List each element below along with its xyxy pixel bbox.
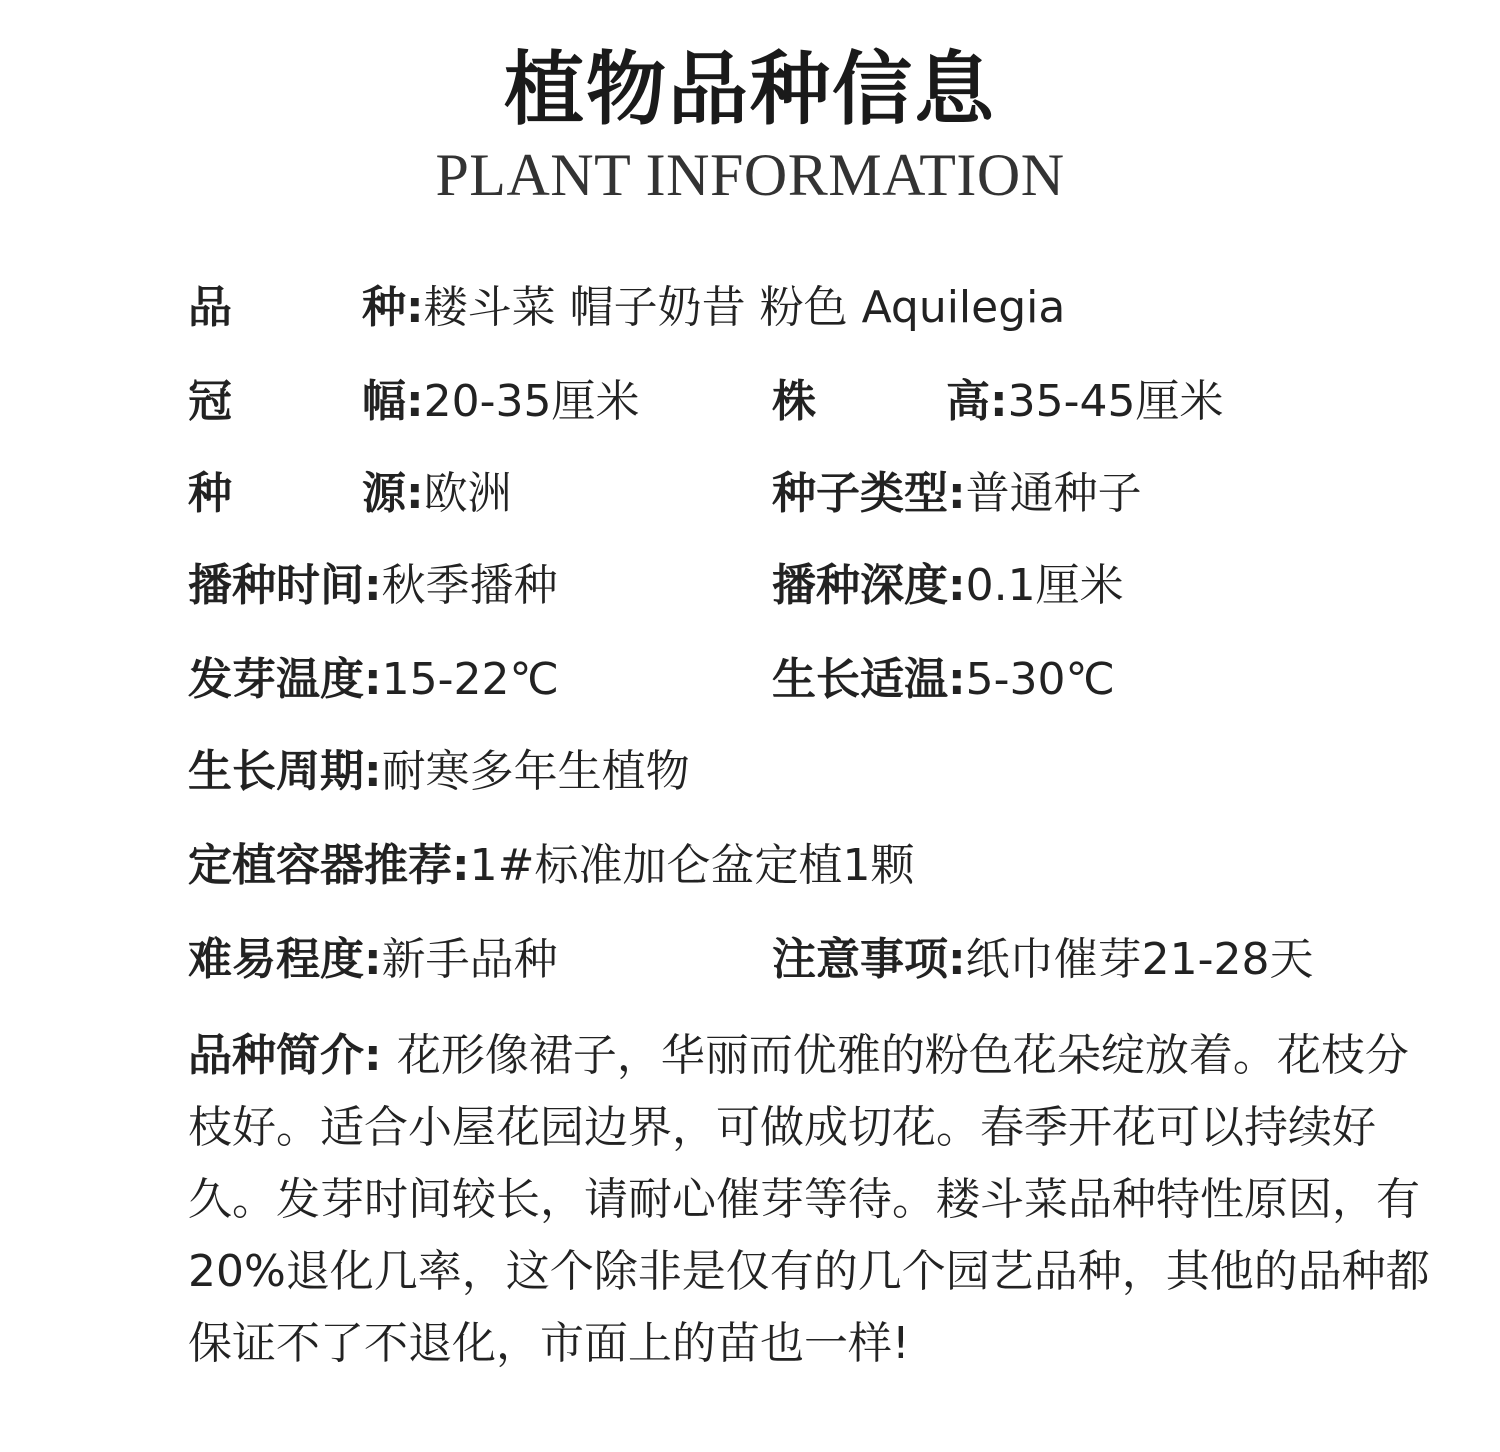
field-seed-type xyxy=(772,464,1142,524)
field-sow-time-colon: : xyxy=(364,560,382,611)
field-grow-temp-colon: : xyxy=(948,654,966,705)
field-notes-value: 纸巾催芽21-28天 xyxy=(965,934,1314,985)
field-height xyxy=(772,372,1223,432)
field-origin xyxy=(188,464,512,524)
field-difficulty xyxy=(188,930,558,990)
variety-intro-colon: : xyxy=(364,1030,397,1081)
field-crown-label: 冠 幅 xyxy=(188,376,406,427)
field-container-label: 定植容器推荐 xyxy=(188,840,452,891)
page-subtitle: PLANT INFORMATION xyxy=(435,142,1065,208)
field-notes-colon: : xyxy=(948,934,966,985)
field-cycle-colon: : xyxy=(364,746,382,797)
field-seed-type-value: 普通种子 xyxy=(965,468,1142,519)
field-grow-temp xyxy=(772,650,1115,710)
field-difficulty-label: 难易程度 xyxy=(188,934,364,985)
variety-intro-text: 花形像裙子，华丽而优雅的粉色花朵绽放着。花枝分枝好。适合小屋花园边界，可做成切花。春季开花可以持续好久。发芽时间较长，请耐心催芽等待。耧斗菜品种特性原因，有20%退化几率，这个除非是仅有的几个园艺品种，其他的品种都保证不了不退化，市面上的苗也一样! xyxy=(188,1030,1430,1369)
field-sow-depth-label: 播种深度 xyxy=(772,560,948,611)
field-germ-temp-value: 15-22℃ xyxy=(381,654,559,705)
variety-intro-label: 品种简介 xyxy=(188,1030,364,1081)
field-difficulty-value: 新手品种 xyxy=(381,934,558,985)
field-container-value: 1#标准加仑盆定植1颗 xyxy=(469,840,915,891)
field-sow-time-value: 秋季播种 xyxy=(381,560,558,611)
field-notes xyxy=(772,930,1313,990)
field-crown xyxy=(188,372,639,432)
field-origin-label: 种 源 xyxy=(188,468,406,519)
field-germ-temp-label: 发芽温度 xyxy=(188,654,364,705)
page-title: 植物品种信息 xyxy=(504,43,996,136)
field-container xyxy=(188,836,914,896)
field-variety-value: 耧斗菜 帽子奶昔 粉色 Aquilegia xyxy=(423,282,1066,333)
field-origin-colon: : xyxy=(406,468,424,519)
field-germ-temp-colon: : xyxy=(364,654,382,705)
field-sow-time xyxy=(188,556,558,616)
field-germ-temp xyxy=(188,650,559,710)
field-seed-type-colon: : xyxy=(948,468,966,519)
field-origin-value: 欧洲 xyxy=(423,468,512,519)
field-crown-colon: : xyxy=(406,376,424,427)
field-notes-label: 注意事项 xyxy=(772,934,948,985)
field-variety-label: 品 种 xyxy=(188,282,406,333)
field-container-colon: : xyxy=(452,840,470,891)
field-sow-time-label: 播种时间 xyxy=(188,560,364,611)
field-seed-type-label: 种子类型 xyxy=(772,468,948,519)
field-grow-temp-value: 5-30℃ xyxy=(965,654,1115,705)
field-cycle xyxy=(188,742,690,802)
field-height-colon: : xyxy=(990,376,1008,427)
field-variety xyxy=(188,278,1065,338)
field-cycle-value: 耐寒多年生植物 xyxy=(381,746,690,797)
field-variety-colon: : xyxy=(406,282,424,333)
field-grow-temp-label: 生长适温 xyxy=(772,654,948,705)
field-height-label: 株 高 xyxy=(772,376,990,427)
field-cycle-label: 生长周期 xyxy=(188,746,364,797)
field-sow-depth-colon: : xyxy=(948,560,966,611)
field-sow-depth-value: 0.1厘米 xyxy=(965,560,1124,611)
field-sow-depth xyxy=(772,556,1124,616)
variety-intro xyxy=(188,1020,1438,1380)
field-crown-value: 20-35厘米 xyxy=(423,376,640,427)
field-difficulty-colon: : xyxy=(364,934,382,985)
field-height-value: 35-45厘米 xyxy=(1007,376,1224,427)
